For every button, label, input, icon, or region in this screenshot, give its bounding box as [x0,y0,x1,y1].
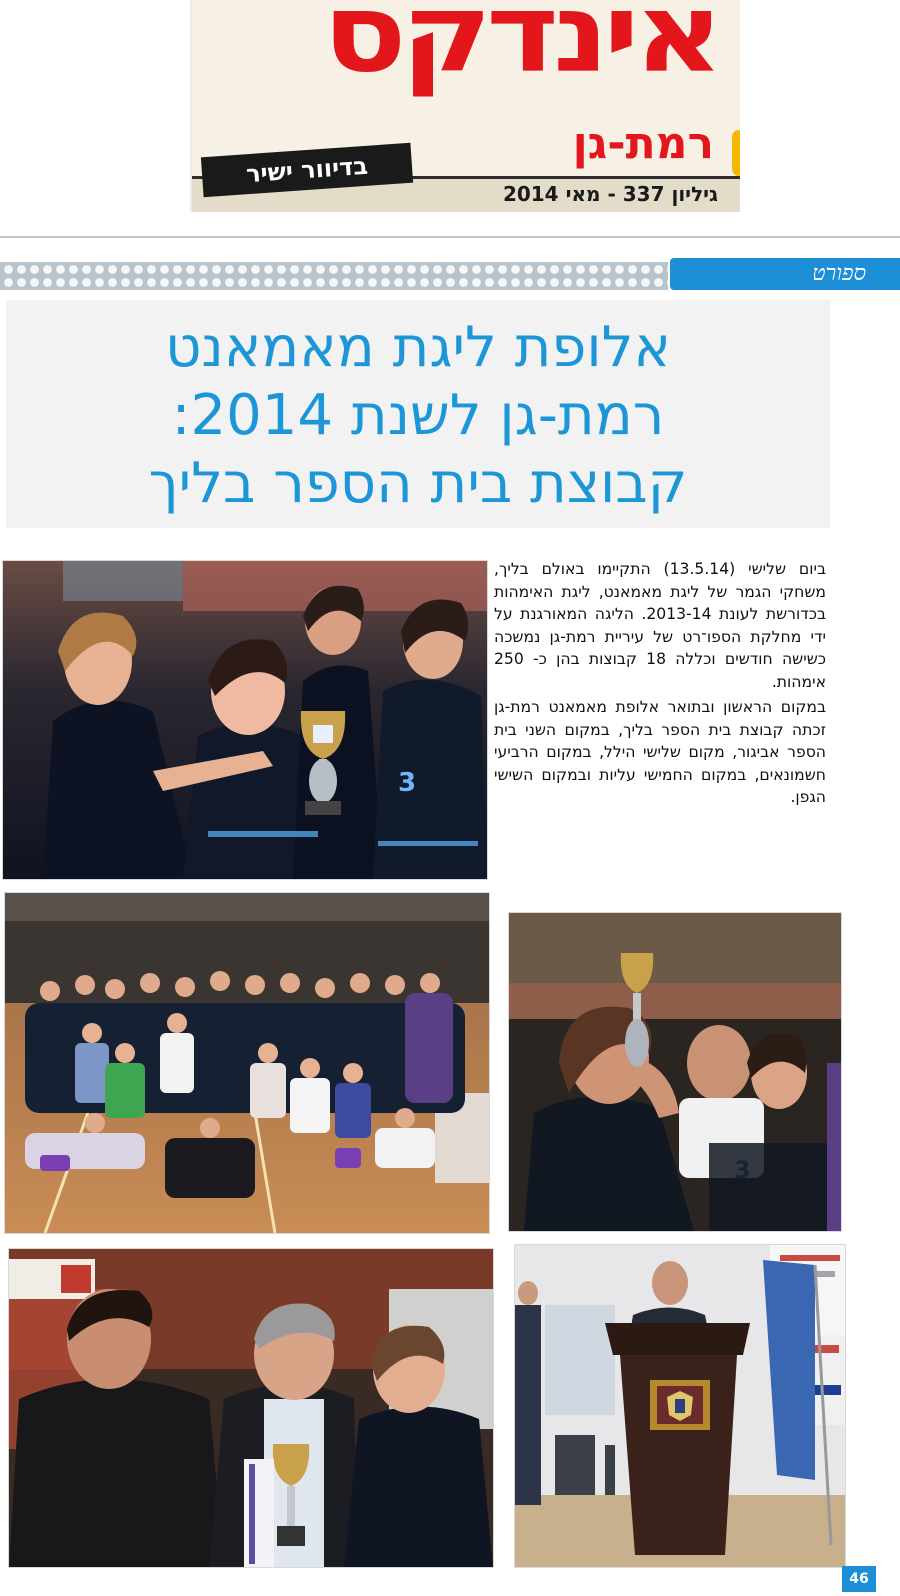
dotted-section-bar [0,262,668,290]
page-number: 46 [842,1566,876,1592]
article-paragraph-1: ביום שלישי (13.5.14) התקיימו באולם בליך, משחקי הגמר של ליגת מאמאנט, ליגת האימהות בכדורשת לעונת 2013-14. הליגה המאורגנת על ידי מחלקת הספו־רט של עיריית רמת-גן נמשכה כשישה חודשים וכללה 18 קבוצות בהן כ- 250 אימהות. [494,560,826,691]
headline [6,314,830,518]
masthead [190,0,740,212]
page-divider [0,236,900,238]
headline-box [6,300,830,528]
headline-line-2: רמת-גן לשנת 2014: [171,383,665,448]
photo-players-celebrating [2,560,488,880]
masthead-accent [732,130,740,176]
article-paragraph-2: במקום הראשון ובתואר אלופת מאמאנט רמת-גן זכתה קבוצת בית הספר בליך, במקום השני בית הספר אביגור, מקום שלישי הילל, במקום הרביעי חשמונאים, במקום החמישי עליות ובמקום השישי הגפן. [494,698,826,806]
article-body [494,558,826,812]
headline-line-3: קבוצת בית הספר בליך [148,451,688,516]
svg-text:3: 3 [398,768,417,798]
issue-info: גיליון 337 - מאי 2014 [502,182,718,206]
photo-team-group [4,892,490,1234]
newspaper-name: אינדקס [322,0,718,97]
photo-award-presentation [8,1248,494,1568]
delivery-badge: בדיוור ישיר [201,143,413,198]
section-label: ספורט [812,261,866,286]
section-tab [670,258,900,290]
headline-line-1: אלופת ליגת מאמאנט [165,315,671,380]
newspaper-city: רמת-גן [572,118,714,169]
photo-speaker-lectern [514,1244,846,1568]
photo-kissing-trophy [508,912,842,1232]
